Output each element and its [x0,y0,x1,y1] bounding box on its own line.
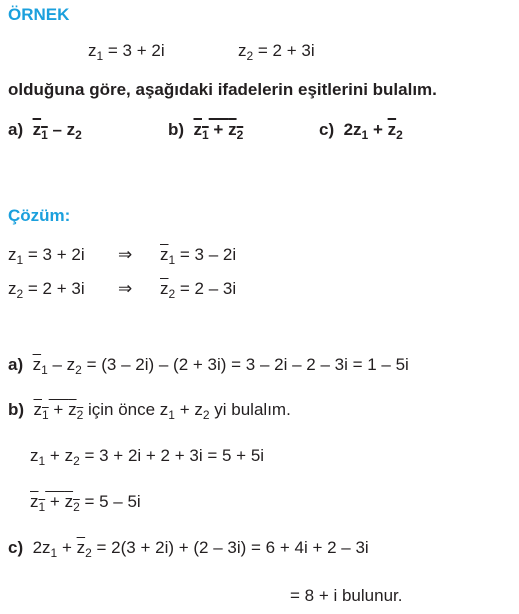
solution-a: a) $\overline{z}_1 - z_2 = (3 - 2i) - (2 + 3i) = 3 - 2i - 2 - 3i = 1 - 5i$ [8,355,409,377]
given-z1: $z_1 = 3 + 2i$ [88,41,165,63]
solution-b-conjugate-sum: $z_1 + z_2 = 5 - 5i$ [30,492,141,514]
solution-b-intro: b) $z_1 + z_2$ için önce $z_1 + z_2$ yi bulalım. [8,400,291,422]
solution-c-result: = 8 + i bulunur. [290,586,403,605]
conjugate-z1-result: $\overline{z}_1 = 3 - 2i$ [160,245,237,267]
conjugate-z1-line: $z_1 = 3 + 2i$ [8,245,85,267]
problem-statement: olduğuna göre, aşağıdaki ifadelerin eşitlerini bulalım. [8,80,437,99]
solution-c: c) $2z_1 + \overline{z}_2 = 2(3 + 2i) + (2 - 3i) = 6 + 4i + 2 - 3i$ [8,538,369,560]
conjugate-z2-result: $\overline{z}_2 = 2 - 3i$ [160,279,237,301]
example-heading: ÖRNEK [8,5,70,24]
solution-b-sum: $z_1 + z_2 = 3 + 2i + 2 + 3i = 5 + 5i$ [30,446,265,468]
part-a-expression: a) $z_1 - z_2$ [8,120,82,142]
implies-arrow: ⇒ [118,279,133,298]
part-c-expression: c) $2z_1 + \overline{z}_2$ [319,120,403,142]
given-z2: $z_2 = 2 + 3i$ [238,41,315,63]
implies-arrow: ⇒ [118,245,133,264]
solution-heading: Çözüm: [8,206,71,225]
conjugate-z2-line: $z_2 = 2 + 3i$ [8,279,85,301]
part-b-expression: b) $z_1 + z_2$ [168,120,244,142]
